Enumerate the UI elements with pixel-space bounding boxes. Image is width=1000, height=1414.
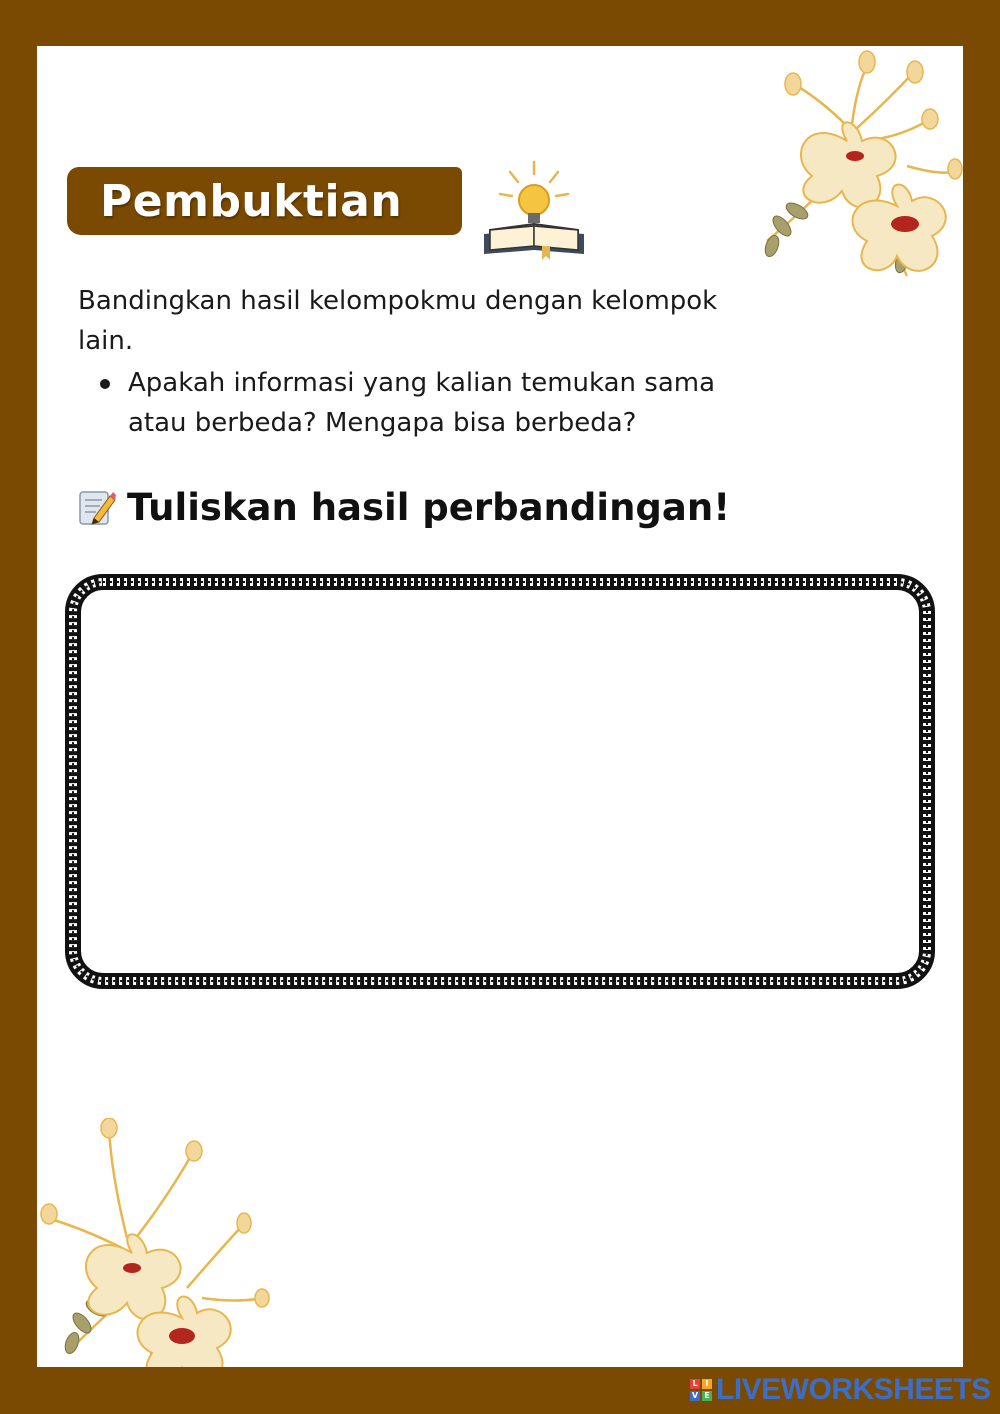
book-lightbulb-icon [480, 158, 588, 262]
watermark-brand: LIVEWORKSHEETS [716, 1373, 991, 1406]
badge-letter: L [690, 1379, 700, 1389]
answer-textarea[interactable] [93, 608, 911, 960]
bullet-text: Apakah informasi yang kalian temukan sama atau berbeda? Mengapa bisa berbeda? [128, 368, 716, 438]
instruction-bullet [128, 363, 778, 443]
bullet-dot [100, 379, 110, 389]
watermark-badge [690, 1379, 712, 1401]
section-title: Pembuktian [100, 176, 403, 227]
badge-letter: E [702, 1391, 712, 1401]
liveworksheets-watermark [690, 1372, 991, 1408]
memo-icon [78, 488, 116, 526]
task-heading: Tuliskan hasil perbandingan! [127, 486, 731, 529]
worksheet-page [37, 46, 963, 1367]
flower-icon [37, 1118, 277, 1367]
instruction-text: Bandingkan hasil kelompokmu dengan kelompok lain. [78, 286, 718, 356]
badge-letter: I [702, 1379, 712, 1389]
flower-icon [727, 46, 963, 296]
badge-letter: V [691, 1391, 699, 1400]
